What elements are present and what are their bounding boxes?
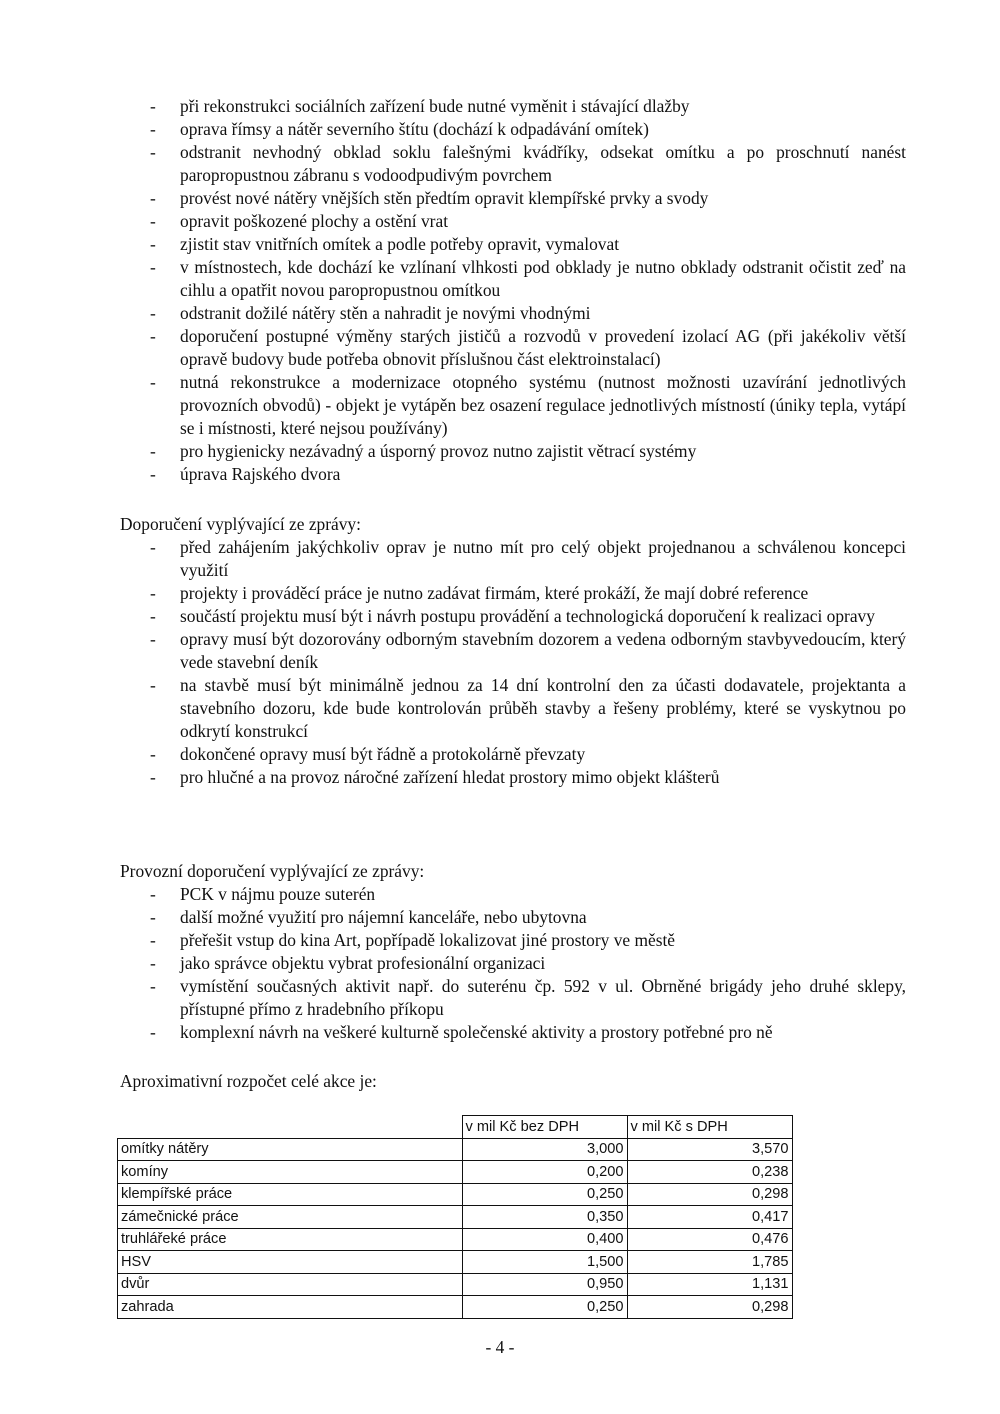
list-item: - při rekonstrukci sociálních zařízení bude nutné vyměnit i stávající dlažby	[120, 95, 906, 118]
list-item: - další možné využití pro nájemní kanceláře, nebo ubytovna	[120, 906, 906, 929]
list-item: - komplexní návrh na veškeré kulturně společenské aktivity a prostory potřebné pro ně	[120, 1021, 906, 1044]
cell-without-vat: 0,250	[462, 1183, 627, 1206]
table-header-without-vat: v mil Kč bez DPH	[462, 1116, 627, 1139]
recommendation-list-report	[120, 536, 906, 789]
cell-without-vat: 1,500	[462, 1251, 627, 1274]
cell-with-vat: 0,298	[627, 1296, 792, 1319]
cell-without-vat: 0,400	[462, 1228, 627, 1251]
section-heading-operational: Provozní doporučení vyplývající ze zprávy:	[120, 861, 425, 881]
list-item: - opravy musí být dozorovány odborným stavebním dozorem a vedena odborným stavbyvedoucím, který vede stavební deník	[120, 628, 906, 674]
table-row	[118, 1183, 793, 1206]
list-item: - doporučení postupné výměny starých jističů a rozvodů v provedení izolací AG (při jakékoliv větší opravě budovy bude potřeba obnovit příslušnou část elektroinstalací)	[120, 325, 906, 371]
cell-with-vat: 0,417	[627, 1206, 792, 1229]
cell-item: HSV	[118, 1251, 463, 1274]
list-item: - před zahájením jakýchkoliv oprav je nutno mít pro celý objekt projednanou a schválenou koncepci využití	[120, 536, 906, 582]
list-item: - na stavbě musí být minimálně jednou za 14 dní kontrolní den za účasti dodavatele, projektanta a stavebního dozoru, kde bude kontrolován průběh stavby a řešeny problémy, které se vyskytnou po odkrytí konstrukcí	[120, 674, 906, 743]
cell-item: klempířské práce	[118, 1183, 463, 1206]
cell-item: zámečnické práce	[118, 1206, 463, 1229]
list-item: - přeřešit vstup do kina Art, popřípadě lokalizovat jiné prostory ve městě	[120, 929, 906, 952]
cell-without-vat: 0,250	[462, 1296, 627, 1319]
table-header-row	[118, 1116, 793, 1139]
table-row	[118, 1206, 793, 1229]
list-item: - odstranit dožilé nátěry stěn a nahradit je novými vhodnými	[120, 302, 906, 325]
table-header-with-vat: v mil Kč s DPH	[627, 1116, 792, 1139]
cell-with-vat: 1,131	[627, 1273, 792, 1296]
recommendation-list-repairs	[120, 95, 906, 486]
list-item: - pro hygienicky nezávadný a úsporný provoz nutno zajistit větrací systémy	[120, 440, 906, 463]
cell-without-vat: 0,200	[462, 1161, 627, 1184]
table-row	[118, 1161, 793, 1184]
list-item: - provést nové nátěry vnějších stěn předtím opravit klempířské prvky a svody	[120, 187, 906, 210]
list-item: - pro hlučné a na provoz náročné zařízení hledat prostory mimo objekt klášterů	[120, 766, 906, 789]
cell-without-vat: 3,000	[462, 1138, 627, 1161]
cell-with-vat: 0,476	[627, 1228, 792, 1251]
page-number: - 4 -	[485, 1337, 515, 1357]
cell-item: omítky nátěry	[118, 1138, 463, 1161]
list-item: - součástí projektu musí být i návrh postupu provádění a technologická doporučení k realizaci opravy	[120, 605, 906, 628]
cell-with-vat: 0,298	[627, 1183, 792, 1206]
cell-item: komíny	[118, 1161, 463, 1184]
cell-item: zahrada	[118, 1296, 463, 1319]
table-header-item	[118, 1116, 463, 1139]
recommendation-list-operational	[120, 883, 906, 1044]
cell-with-vat: 0,238	[627, 1161, 792, 1184]
list-item: - projekty i prováděcí práce je nutno zadávat firmám, které prokáží, že mají dobré reference	[120, 582, 906, 605]
list-item: - vymístění současných aktivit např. do suterénu čp. 592 v ul. Obrněné brigády jeho druhé sklepy, přístupné přímo z hradebního příkopu	[120, 975, 906, 1021]
table-row	[118, 1228, 793, 1251]
list-item: - úprava Rajského dvora	[120, 463, 906, 486]
section-heading-recommendations: Doporučení vyplývající ze zprávy:	[120, 514, 361, 534]
table-row	[118, 1251, 793, 1274]
list-item: - dokončené opravy musí být řádně a protokolárně převzaty	[120, 743, 906, 766]
cell-without-vat: 0,350	[462, 1206, 627, 1229]
list-item: - opravit poškozené plochy a ostění vrat	[120, 210, 906, 233]
budget-table	[117, 1115, 793, 1319]
list-item: - jako správce objektu vybrat profesionální organizaci	[120, 952, 906, 975]
list-item: - nutná rekonstrukce a modernizace otopného systému (nutnost možnosti uzavírání jednotlivých provozních obvodů) - objekt je vytápěn bez osazení regulace jednotlivých místností (úniky tepla, vytápí se i místnosti, které nejsou používány)	[120, 371, 906, 440]
cell-with-vat: 3,570	[627, 1138, 792, 1161]
list-item: - v místnostech, kde dochází ke vzlínaní vlhkosti pod obklady je nutno obklady odstranit očistit zeď na cihlu a opatřit novou paropropustnou omítkou	[120, 256, 906, 302]
list-item: - oprava římsy a nátěr severního štítu (dochází k odpadávání omítek)	[120, 118, 906, 141]
table-row	[118, 1138, 793, 1161]
cell-with-vat: 1,785	[627, 1251, 792, 1274]
list-item: - PCK v nájmu pouze suterén	[120, 883, 906, 906]
section-heading-budget: Aproximativní rozpočet celé akce je:	[120, 1071, 377, 1091]
table-row	[118, 1273, 793, 1296]
cell-item: truhlářeké práce	[118, 1228, 463, 1251]
table-row	[118, 1296, 793, 1319]
cell-item: dvůr	[118, 1273, 463, 1296]
list-item: - odstranit nevhodný obklad soklu falešnými kvádříky, odsekat omítku a po proschnutí nanést paropropustnou zábranu s vodoodpudivým povrchem	[120, 141, 906, 187]
list-item: - zjistit stav vnitřních omítek a podle potřeby opravit, vymalovat	[120, 233, 906, 256]
cell-without-vat: 0,950	[462, 1273, 627, 1296]
